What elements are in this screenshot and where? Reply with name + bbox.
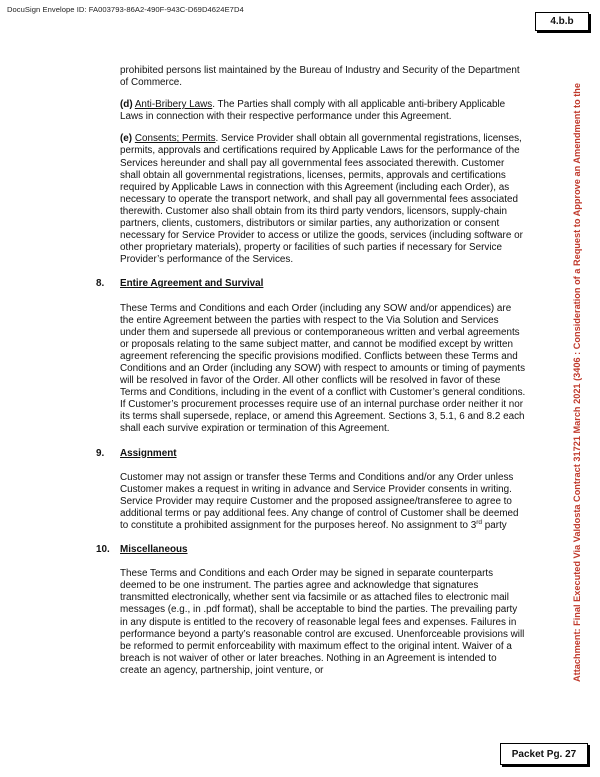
section-10-heading [96,544,526,556]
clause-e-title: Consents; Permits [134,133,216,145]
section-8-text: These Terms and Conditions and each Order (including any SOW and/or appendices) are the entire Agreement between the parties with respect to the Via Solution and Services under them and supersede all previous or contemporaneous written and verbal agreements or proposals relating to the same subject matter, and cannot be modified except by written agreement referencing the specific provisions modified. Conflicts between these Terms and Conditions and an Order (including any SOW) with respect to amounts or timing of payments will be resolved in favor of the Order. All other conflicts will be resolved in favor of these Terms and Conditions, including in the event of a conflict with Customer’s general conditions. If Customer’s procurement processes require use of an internal purchase order neither it nor its terms shall supersede, replace, or amend this Agreement. Sections 3, 5.1, 6 and 8.2 each shall each survive expiration or termination of this Agreement. [120,302,526,435]
section-9-tail: party [482,520,507,531]
section-9-title: Assignment [120,447,177,459]
clause-e [96,133,526,266]
section-9-body: Customer may not assign or transfer these Terms and Conditions and/or any Order unless Customer makes a request in writing in advance and Service Provider consents in writing. Service Provider may require Customer and the proposed assignee/transferee to agree to additional terms or pay additional fees. Any change of control of Customer shall be deemed to constitute a prohibited assignment for the purposes hereof. No assignment to 3 [120,471,519,531]
section-9-heading [96,448,526,460]
section-10-title: Miscellaneous [120,544,188,556]
intro-paragraph: prohibited persons list maintained by the Bureau of Industry and Security of the Department of Commerce. [120,65,520,89]
attachment-side-note: Attachment: Final Executed Via Valdosta Contract 31721 March 2021 (3406 : Consideration of a Request to Approve an Amendment to the [572,82,582,682]
section-9-text [96,472,526,532]
clause-d-text: . The Parties shall comply with all applicable anti-bribery Applicable Laws in connection with their respective performance under this Agreement. [120,99,506,123]
clause-e-text: . Service Provider shall obtain all governmental registrations, licenses, permits, approvals and certifications required by Applicable Laws for the performance of the Services hereunder and shall pay all governmental fees associated therewith. Customer shall obtain all governmental registrations, licenses, permits, approvals and certifications required by Applicable Laws in connection with this Agreement (including each Order), as necessary to operate the transport network, and shall pay all governmental fees associated therewith. Customer also shall obtain from its third party vendors, licensors, supply-chain partners, clients, customers, distributors or similar parties, any authorization or consent necessary for Service Provider to access or utilize the goods, services (including software or other proprietary materials), property or facilities of such parties if necessary for Service Provider’s performance of the Services. [120,133,523,266]
document-body [96,65,526,677]
section-8-number: 8. [96,278,105,290]
clause-d-label: (d) [120,99,133,111]
section-8-title: Entire Agreement and Survival [120,278,264,290]
clause-d-title: Anti-Bribery Laws [134,99,213,111]
clause-d [96,99,526,123]
section-9-number: 9. [96,447,105,459]
section-9-superscript: rd [476,519,483,526]
clause-e-label: (e) [120,133,133,145]
section-10-text: These Terms and Conditions and each Order may be signed in separate counterparts deemed to be one instrument. The parties agree and acknowledge that signatures transmitted electronically, whether sent via facsimile or as attached files to electronic mail messages (e.g., in .pdf format), shall be acceptable to bind the parties. The prevailing party in any dispute is entitled to the recovery of reasonable legal fees and expenses. Failures in performance beyond a party’s reasonable control are excused. Unenforceable provisions will be reformed to permit enforceability with maximum effect to the original intent. Waiver of a breach is not waiver of other or later breaches. Nothing in an Agreement is intended to create an agency, partnership, joint venture, or [120,568,525,676]
envelope-id: DocuSign Envelope ID: FA003793-86A2-490F-943C-D69D4624E7D4 [7,5,244,14]
agenda-item-tag: 4.b.b [535,12,589,31]
section-10-number: 10. [96,544,110,556]
section-8-heading [96,278,526,290]
packet-page-number: Packet Pg. 27 [500,743,588,765]
